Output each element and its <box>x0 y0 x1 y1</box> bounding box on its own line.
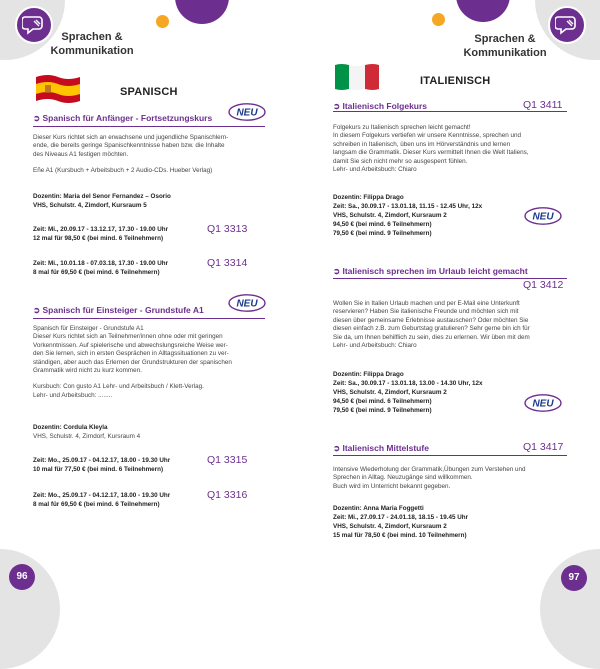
venue: VHS, Schulstr. 4, Zimdorf, Kursraum 2 <box>333 389 447 396</box>
course-time: Zeit: Sa., 30.09.17 - 13.01.18, 11.15 - 12.45 Uhr, 12x <box>333 203 483 210</box>
course-description: Folgekurs zu Italienisch sprechen leicht gemacht! In diesem Folgekurs vertiefen wir unsere Kenntnisse, sprechen und schreiben in Italienisch, üben uns im Hörverständnis und lernen langsam die Grammatik. Dieser Kurs vermittelt Ihnen die Welt Italiens, damit Sie sich nicht mehr so ausgesperrt fühlen. Lehr- und Arbeitsbuch: Chiaro <box>333 124 529 174</box>
course-price: 94,50 € (bei mind. 6 Teilnehmern) <box>333 221 432 228</box>
course-time: Zeit: Mi., 27.09.17 - 24.01.18, 18.15 - 19.45 Uhr <box>333 514 469 521</box>
course-price: 8 mal für 69,50 € (bei mind. 6 Teilnehmern) <box>33 269 160 276</box>
course-price: 15 mal für 78,50 € (bei mind. 10 Teilnehmern) <box>333 532 467 539</box>
course-code: Q1 3412 <box>523 279 564 291</box>
course-code: Q1 3417 <box>523 441 564 453</box>
arrow-right-icon: ➲ <box>333 443 343 453</box>
section-heading-line2: Kommunikation <box>50 45 134 57</box>
course-title: ➲ Italienisch Mittelstufe <box>333 443 429 453</box>
neu-badge <box>524 394 562 412</box>
course-price: 79,50 € (bei mind. 9 Teilnehmern) <box>333 407 432 414</box>
course-code: Q1 3316 <box>207 489 248 501</box>
svg-text:NEU: NEU <box>236 298 258 310</box>
decorative-orange-dot-left <box>156 15 169 28</box>
decorative-orange-dot-right <box>432 13 445 26</box>
course-description: Wollen Sie in Italien Urlaub machen und per E-Mail eine Unterkunft reservieren? Haben Sie italienische Freunde und möchten sich mit diesen über gemeinsame Erlebnisse austauschen? Oder möchten Sie diesen einfach z.B. zum Geburtstag gratulieren? Sehr gerne bin ich für Sie da, um Ihnen behilflich zu sein, dies zu erlernen. Wir üben mit dem Lehr- und Arbeitsbuch: Chiaro <box>333 300 530 350</box>
language-title-italian: ITALIENISCH <box>420 75 491 87</box>
arrow-right-icon: ➲ <box>333 266 343 276</box>
course-price: 8 mal für 69,50 € (bei mind. 6 Teilnehmern) <box>33 501 160 508</box>
course-code: Q1 3315 <box>207 454 248 466</box>
venue: VHS, Schulstr. 4, Zirndorf, Kursraum 4 <box>33 433 141 440</box>
decorative-purple-circle-left <box>175 0 229 24</box>
page-number-right: 97 <box>561 565 587 591</box>
svg-text:NEU: NEU <box>532 398 554 410</box>
arrow-right-icon: ➲ <box>33 305 43 315</box>
arrow-right-icon: ➲ <box>33 113 43 123</box>
course-title: ➲ Spanisch für Anfänger - Fortsetzungskurs <box>33 113 213 123</box>
course-price: 10 mal für 77,50 € (bei mind. 6 Teilnehmern) <box>33 466 164 473</box>
lecturer: Dozentin: Filippa Drago <box>333 371 404 378</box>
svg-text:NEU: NEU <box>236 107 258 119</box>
lecturer: Dozentin: Filippa Drago <box>333 194 404 201</box>
course-description: Dieser Kurs richtet sich an erwachsene und jugendliche Spanischlern- ende, die bereits geringe Spanischkenntnisse haben bzw. die Inhalte des Niveaus A1 festigen möchten. Eñe A1 (Kursbuch + Arbeitsbuch + 2 Audio-CDs. Hueber Verlag) <box>33 134 229 175</box>
neu-badge <box>228 294 266 312</box>
course-title: ➲ Spanisch für Einsteiger - Grundstufe A1 <box>33 305 204 315</box>
course-time: Zeit: Sa., 30.09.17 - 13.01.18, 13.00 - 14.30 Uhr, 12x <box>333 380 483 387</box>
section-heading-line1: Sprachen & <box>61 31 123 43</box>
lecturer: Dozentin: Anna Maria Foggetti <box>333 505 424 512</box>
course-title: ➲ Italienisch Folgekurs <box>333 101 428 111</box>
course-time: Zeit: Mi., 10.01.18 - 07.03.18, 17.30 - 19.00 Uhr <box>33 260 169 267</box>
course-time: Zeit: Mo., 25.09.17 - 04.12.17, 18.00 - 19.30 Uhr <box>33 492 171 499</box>
language-title-spanish: SPANISCH <box>120 86 178 98</box>
course-code: Q1 3411 <box>523 99 563 111</box>
course-code: Q1 3313 <box>207 223 248 235</box>
arrow-right-icon: ➲ <box>333 101 343 111</box>
course-price: 94,50 € (bei mind. 6 Teilnehmern) <box>333 398 432 405</box>
section-heading-line2: Kommunikation <box>463 47 547 59</box>
course-description: Intensive Wiederholung der Grammatik,Übungen zum Verstehen und Sprechen in Alltag. Neuzugänge sind willkommen. Buch wird im Unterricht bekannt gegeben. <box>333 466 526 490</box>
course-title: ➲ Italienisch sprechen im Urlaub leicht gemacht <box>333 266 528 276</box>
course-price: 79,50 € (bei mind. 9 Teilnehmern) <box>333 230 432 237</box>
venue: VHS, Schulstr. 4, Zimdorf, Kursraum 5 <box>33 202 147 209</box>
section-heading <box>455 32 555 60</box>
spain-flag <box>34 73 82 105</box>
lecturer: Dozentin: Cordula Kleyla <box>33 424 108 431</box>
decorative-purple-circle-right <box>456 0 510 22</box>
course-time: Zeit: Mo., 25.09.17 - 04.12.17, 18.00 - 19.30 Uhr <box>33 457 171 464</box>
venue: VHS, Schulstr. 4, Zimdorf, Kursraum 2 <box>333 212 447 219</box>
lecturer: Dozentin: Maria del Senor Fernandez – Osorio <box>33 193 171 200</box>
course-code: Q1 3314 <box>207 257 248 269</box>
section-heading <box>42 30 142 58</box>
venue: VHS, Schulstr. 4, Zimdorf, Kursraum 2 <box>333 523 447 530</box>
svg-text:NEU: NEU <box>532 211 554 223</box>
course-price: 12 mal für 98,50 € (bei mind. 6 Teilnehmern) <box>33 235 164 242</box>
section-heading-line1: Sprachen & <box>474 33 536 45</box>
course-time: Zeit: Mi., 20.09.17 - 13.12.17, 17.30 - 19.00 Uhr <box>33 226 169 233</box>
neu-badge <box>524 207 562 225</box>
italy-flag <box>333 61 381 93</box>
page-number-left: 96 <box>9 564 35 590</box>
course-description: Spanisch für Einsteiger - Grundstufe A1 Dieser Kurs richtet sich an Teilnehmer/innen ohne oder mit geringen Vorkenntnissen. Auf spielerische und abwechslungsreiche Weise wer- den Sie lernen, sich in ersten Gesprächen in Alltagssituationen zu ver- ständigen, aber auch das Erlernen der Grundstrukturen der spanischen Grammatik wird nicht zu kurz kommen. Kursbuch: Con gusto A1 Lehr- und Arbeitsbuch / Klett-Verlag. Lehr- und Arbeitsbuch: ........ <box>33 325 232 399</box>
neu-badge <box>228 103 266 121</box>
